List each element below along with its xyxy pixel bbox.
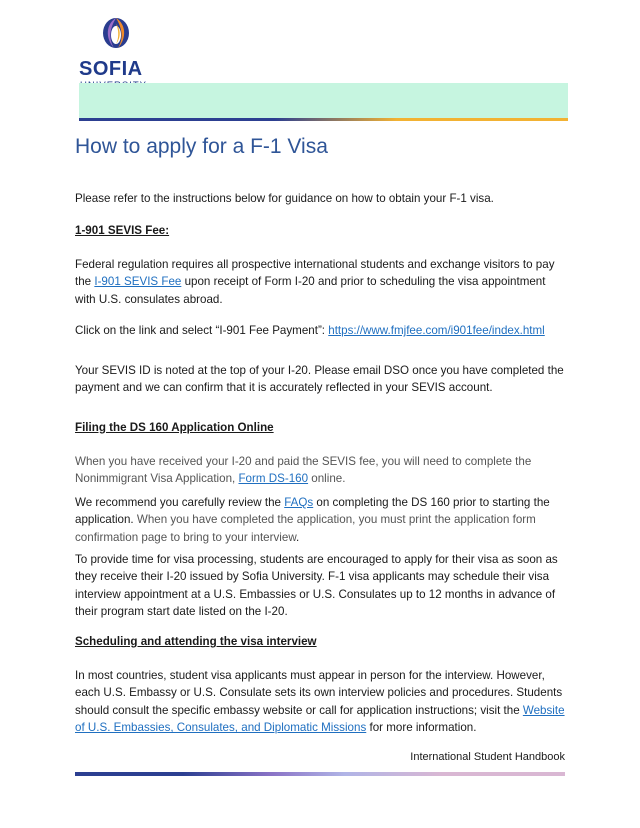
ds160-p1-text-a: When you have received your I-20 and paid the SEVIS fee, you will need to complete the Nonimmigrant Visa Application, [75,455,532,486]
sevis-heading: 1-901 SEVIS Fee: [75,224,170,237]
sevis-paragraph-2 [75,322,565,339]
page-title: How to apply for a F-1 Visa [75,135,328,158]
header-banner [79,83,568,118]
sevis-p2-text: Click on the link and select “I-901 Fee Payment”: [75,324,329,337]
logo-wordmark: SOFIA [79,58,143,80]
ds160-paragraph-3: To provide time for visa processing, students are encouraged to apply for their visa as soon as they receive their I-20 issued by Sofia University. F-1 visa applicants may schedule their visa interview appointment at a U.S. Embassies or U.S. Consulates up to 12 months in advance of their program start date listed on the I-20. [75,553,558,619]
ds160-p2-text-c: When you have completed the application, you must print the application form confirmation page to bring to your interview [75,513,536,544]
sevis-paragraph-3: Your SEVIS ID is noted at the top of your I-20. Please email DSO once you have completed the payment and we can confirm that it is accurately reflected in your SEVIS account. [75,364,564,395]
fmjfee-url-link[interactable]: https://www.fmjfee.com/i901fee/index.html [328,324,545,337]
sofia-flame-icon [96,12,136,56]
ds160-p2-text-a: We recommend you carefully review the [75,496,285,509]
ds160-p1-text-b: online. [308,472,346,486]
sevis-p1-text-a: Federal regulation requires all prospective international students and exchange visitors to pay the [75,258,555,289]
faqs-link[interactable]: FAQs [284,496,314,509]
footer-rule [75,772,565,776]
intro-text: Please refer to the instructions below for guidance on how to obtain your F-1 visa. [75,192,494,205]
interview-p1-text-b: for more information. [366,721,477,735]
sevis-p1-text-b: upon receipt of Form I-20 and prior to scheduling the visa appointment with U.S. consulates abroad. [75,275,546,306]
ds160-heading: Filing the DS 160 Application Online [75,421,274,434]
interview-paragraph-1 [75,667,565,737]
interview-heading: Scheduling and attending the visa interview [75,635,317,648]
i901-sevis-fee-link[interactable]: I-901 SEVIS Fee [94,275,182,289]
interview-p1-text-a: In most countries, student visa applicants must appear in person for the interview. However, each U.S. Embassy or U.S. Consulate sets its own interview policies and procedures. Students should consult the specific embassy website or call for application instructions; visit the [75,669,563,717]
ds160-p2-text-d: . [296,530,300,544]
form-ds160-link[interactable]: Form DS-160 [238,472,309,486]
header-rule [79,118,568,121]
ds160-p2-text-b: on completing the DS 160 prior to starting the application. [75,496,550,527]
footer-title: International Student Handbook [410,751,565,763]
ds160-paragraph-2 [75,494,565,546]
ds160-paragraph-1 [75,453,565,488]
embassies-website-link[interactable]: Website of U.S. Embassies, Consulates, and Diplomatic Missions [75,703,565,735]
sevis-paragraph-1 [75,256,565,308]
